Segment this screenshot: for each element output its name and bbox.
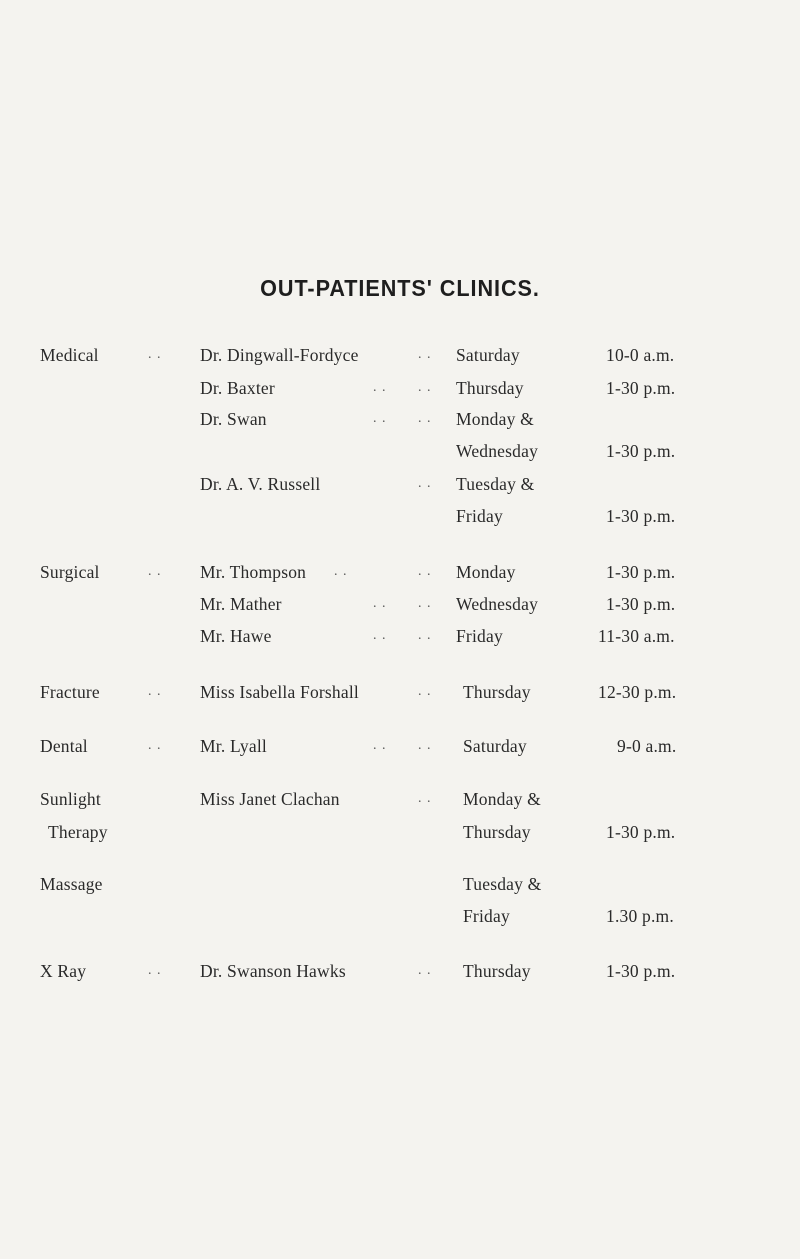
clinic-day: Friday xyxy=(456,506,503,526)
clinic-time: 1-30 p.m. xyxy=(606,562,676,582)
clinic-day: Wednesday xyxy=(456,594,539,614)
clinic-time: 1-30 p.m. xyxy=(606,961,676,981)
leader-dots: . . xyxy=(148,347,162,362)
leader-dots: . . xyxy=(418,380,432,395)
clinic-day: Thursday xyxy=(463,822,531,842)
department-label: X Ray xyxy=(40,961,87,981)
department-label: Massage xyxy=(40,874,103,894)
doctor-name: Dr. Swan xyxy=(200,409,267,429)
clinic-day: Friday xyxy=(463,906,510,926)
page-title: OUT-PATIENTS' CLINICS. xyxy=(260,275,540,301)
leader-dots: . . xyxy=(148,684,162,699)
leader-dots: . . xyxy=(148,564,162,579)
leader-dots: . . xyxy=(418,791,432,806)
clinic-time: 9-0 a.m. xyxy=(617,736,677,756)
doctor-name: Miss Janet Clachan xyxy=(200,789,340,809)
department-label: Dental xyxy=(40,736,88,756)
leader-dots: . . xyxy=(148,963,162,978)
clinic-time: 10-0 a.m. xyxy=(606,345,675,365)
leader-dots: . . xyxy=(418,476,432,491)
clinic-time: 1-30 p.m. xyxy=(606,378,676,398)
clinic-day: Wednesday xyxy=(456,441,539,461)
department-label: Surgical xyxy=(40,562,100,582)
leader-dots: . . xyxy=(373,738,387,753)
department-label: Therapy xyxy=(48,822,108,842)
doctor-name: Dr. Baxter xyxy=(200,378,275,398)
doctor-name: Dr. A. V. Russell xyxy=(200,474,321,494)
clinic-time: 1-30 p.m. xyxy=(606,822,676,842)
leader-dots: . . xyxy=(418,347,432,362)
clinic-day: Thursday xyxy=(456,378,524,398)
clinic-time: 1.30 p.m. xyxy=(606,906,674,926)
leader-dots: . . xyxy=(418,738,432,753)
doctor-name: Mr. Lyall xyxy=(200,736,267,756)
leader-dots: . . xyxy=(373,411,387,426)
clinic-day: Friday xyxy=(456,626,503,646)
clinic-time: 1-30 p.m. xyxy=(606,441,676,461)
clinic-day: Monday & xyxy=(456,409,534,429)
leader-dots: . . xyxy=(418,628,432,643)
leader-dots: . . xyxy=(148,738,162,753)
clinic-day: Thursday xyxy=(463,682,531,702)
clinic-time: 1-30 p.m. xyxy=(606,506,676,526)
leader-dots: . . xyxy=(373,380,387,395)
doctor-name: Mr. Mather xyxy=(200,594,282,614)
department-label: Medical xyxy=(40,345,99,365)
clinic-day: Tuesday & xyxy=(463,874,542,894)
clinic-day: Thursday xyxy=(463,961,531,981)
doctor-name: Dr. Dingwall-Fordyce xyxy=(200,345,359,365)
leader-dots: . . xyxy=(373,628,387,643)
leader-dots: . . xyxy=(418,564,432,579)
leader-dots: . . xyxy=(418,596,432,611)
leader-dots: . . xyxy=(418,684,432,699)
leader-dots: . . xyxy=(418,963,432,978)
leader-dots: . . xyxy=(418,411,432,426)
clinic-day: Monday xyxy=(456,562,516,582)
leader-dots: . . xyxy=(334,564,348,579)
doctor-name: Miss Isabella Forshall xyxy=(200,682,359,702)
clinic-day: Tuesday & xyxy=(456,474,535,494)
doctor-name: Mr. Hawe xyxy=(200,626,272,646)
department-label: Fracture xyxy=(40,682,100,702)
clinic-day: Saturday xyxy=(463,736,527,756)
clinic-time: 11-30 a.m. xyxy=(598,626,675,646)
clinic-time: 12-30 p.m. xyxy=(598,682,677,702)
leader-dots: . . xyxy=(373,596,387,611)
clinic-day: Saturday xyxy=(456,345,520,365)
clinic-time: 1-30 p.m. xyxy=(606,594,676,614)
doctor-name: Mr. Thompson xyxy=(200,562,307,582)
clinic-day: Monday & xyxy=(463,789,541,809)
doctor-name: Dr. Swanson Hawks xyxy=(200,961,346,981)
department-label: Sunlight xyxy=(40,789,101,809)
